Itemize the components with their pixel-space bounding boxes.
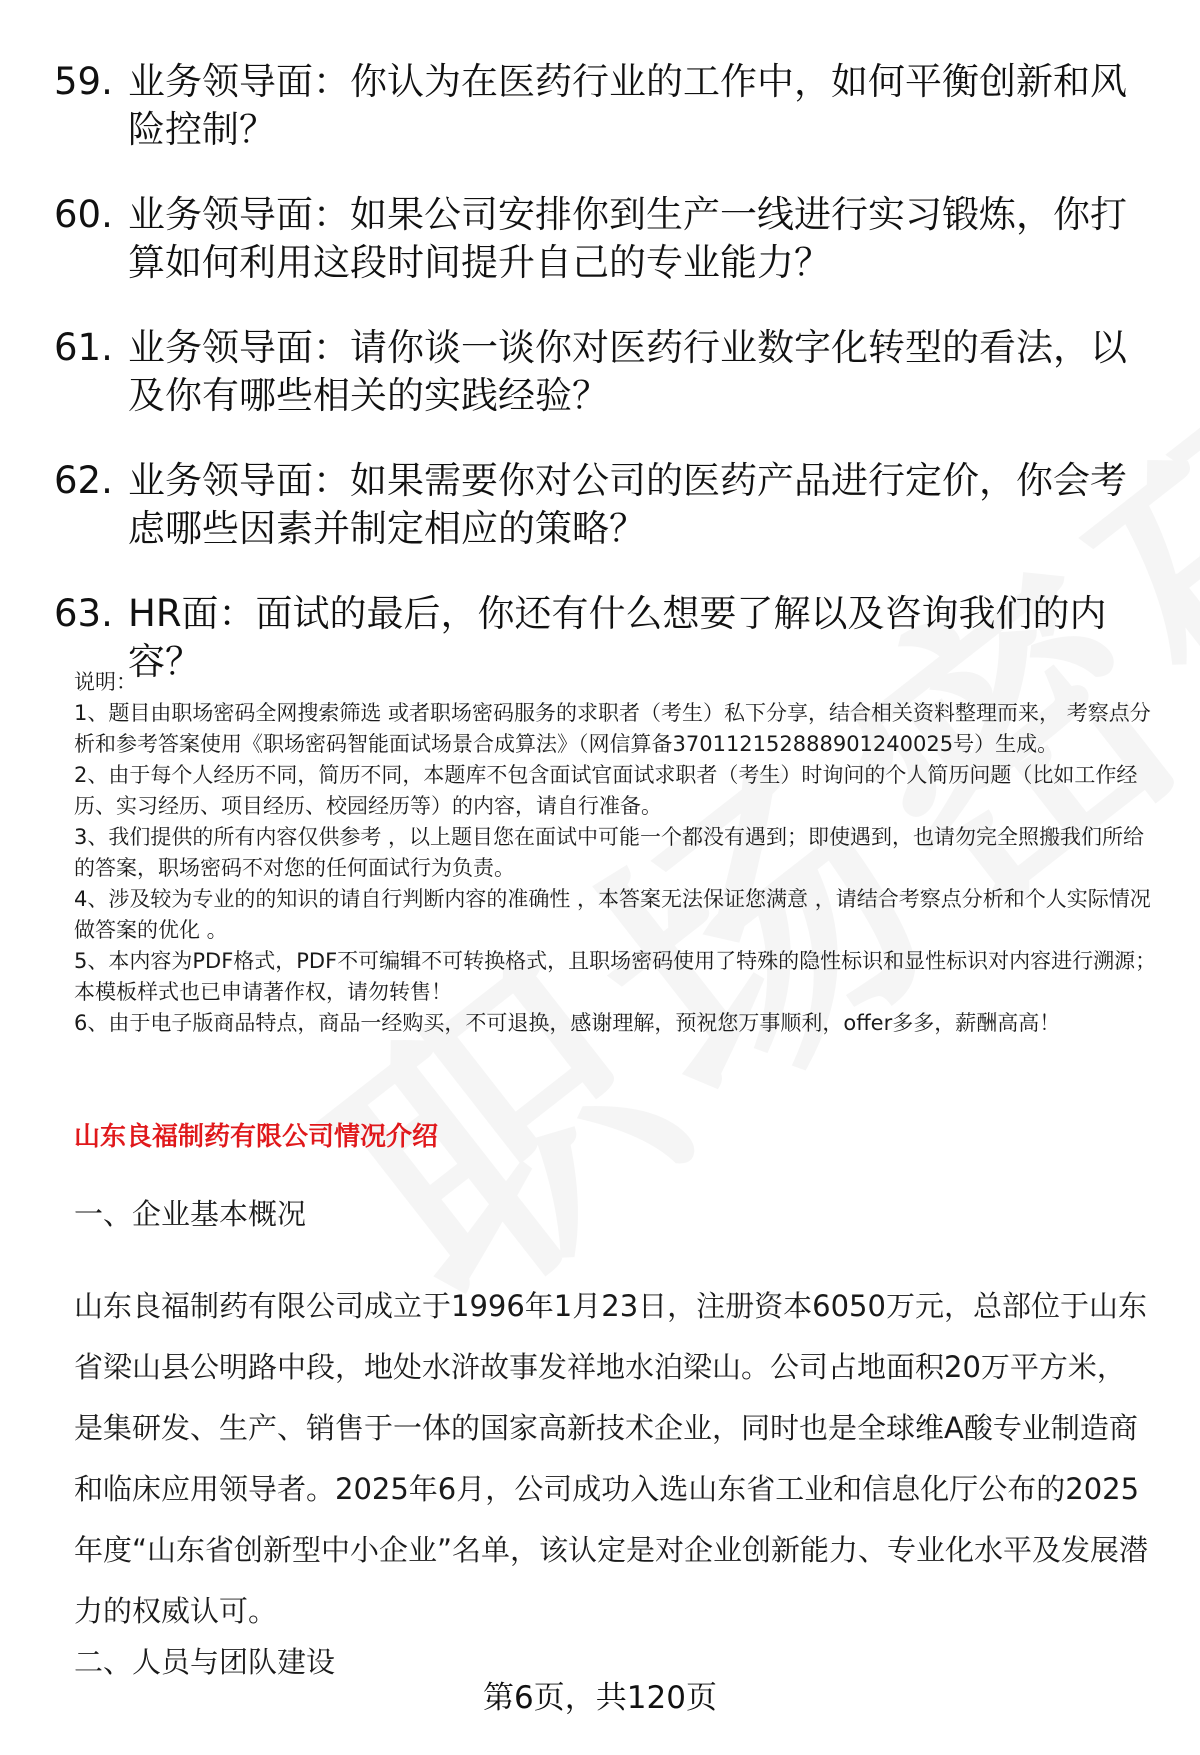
section-heading-basic-overview: 一、企业基本概况: [74, 1197, 307, 1231]
note-item: 6、由于电子版商品特点，商品一经购买，不可退换，感谢理解，预祝您万事顺利，offer多多，薪酬高高！: [74, 1011, 1061, 1035]
question-text: 业务领导面：如果需要你对公司的医药产品进行定价，你会考虑哪些因素并制定相应的策略？: [128, 459, 1127, 550]
question-text: HR面：面试的最后，你还有什么想要了解以及咨询我们的内容？: [128, 592, 1107, 683]
question-text: 业务领导面：请你谈一谈你对医药行业数字化转型的看法，以及你有哪些相关的实践经验？: [128, 326, 1127, 417]
note-item: 3、我们提供的所有内容仅供参考 ，以上题目您在面试中可能一个都没有遇到；即使遇到，也请勿完全照搬我们所给的答案，职场密码不对您的任何面试行为负责。: [74, 825, 1145, 880]
question-number: 60.: [54, 193, 113, 236]
company-intro-paragraph: 山东良福制药有限公司成立于1996年1月23日，注册资本6050万元，总部位于山东省梁山县公明路中段，地处水浒故事发祥地水泊梁山。公司占地面积20万平方米，是集研发、生产、销售于一体的国家高新技术企业，同时也是全球维A酸专业制造商和临床应用领导者。2025年6月，公司成功入选山东省工业和信息化厅公布的2025年度“山东省创新型中小企业”名单，该认定是对企业创新能力、专业化水平及发展潜力的权威认可。: [74, 1289, 1149, 1628]
section-heading-team: 二、人员与团队建设: [74, 1645, 336, 1679]
note-item: 5、本内容为PDF格式，PDF不可编辑不可转换格式，且职场密码使用了特殊的隐性标识和显性标识对内容进行溯源；本模板样式也已申请著作权，请勿转售！: [74, 949, 1157, 1004]
note-item: 4、涉及较为专业的的知识的请自行判断内容的准确性 ，本答案无法保证您满意 ，请结合考察点分析和个人实际情况做答案的优化 。: [74, 887, 1151, 942]
question-text: 业务领导面：如果公司安排你到生产一线进行实习锻炼，你打算如何利用这段时间提升自己的专业能力？: [128, 193, 1127, 284]
question-item: [54, 457, 1154, 553]
question-number: 59.: [54, 60, 113, 103]
note-item: 2、由于每个人经历不同，简历不同，本题库不包含面试官面试求职者（考生）时询问的个人简历问题（比如工作经历、实习经历、项目经历、校园经历等）的内容，请自行准备。: [74, 763, 1138, 818]
notes-heading: 说明：: [74, 670, 137, 694]
question-number: 61.: [54, 326, 113, 369]
notes-section: [74, 667, 1164, 1039]
note-item: 1、题目由职场密码全网搜索筛选 或者职场密码服务的求职者（考生）私下分享，结合相关资料整理而来， 考察点分析和参考答案使用《职场密码智能面试场景合成算法》（网信算备370112152888901240025号）生成。: [74, 701, 1151, 756]
question-text: 业务领导面：你认为在医药行业的工作中，如何平衡创新和风险控制？: [128, 60, 1127, 151]
question-item: [54, 324, 1154, 420]
question-item: [54, 58, 1154, 154]
question-list: [54, 58, 1154, 723]
question-number: 62.: [54, 459, 113, 502]
page-number: 第6页，共120页: [483, 1680, 717, 1716]
company-title: 山东良福制药有限公司情况介绍: [74, 1122, 439, 1152]
question-number: 63.: [54, 592, 113, 635]
question-item: [54, 191, 1154, 287]
